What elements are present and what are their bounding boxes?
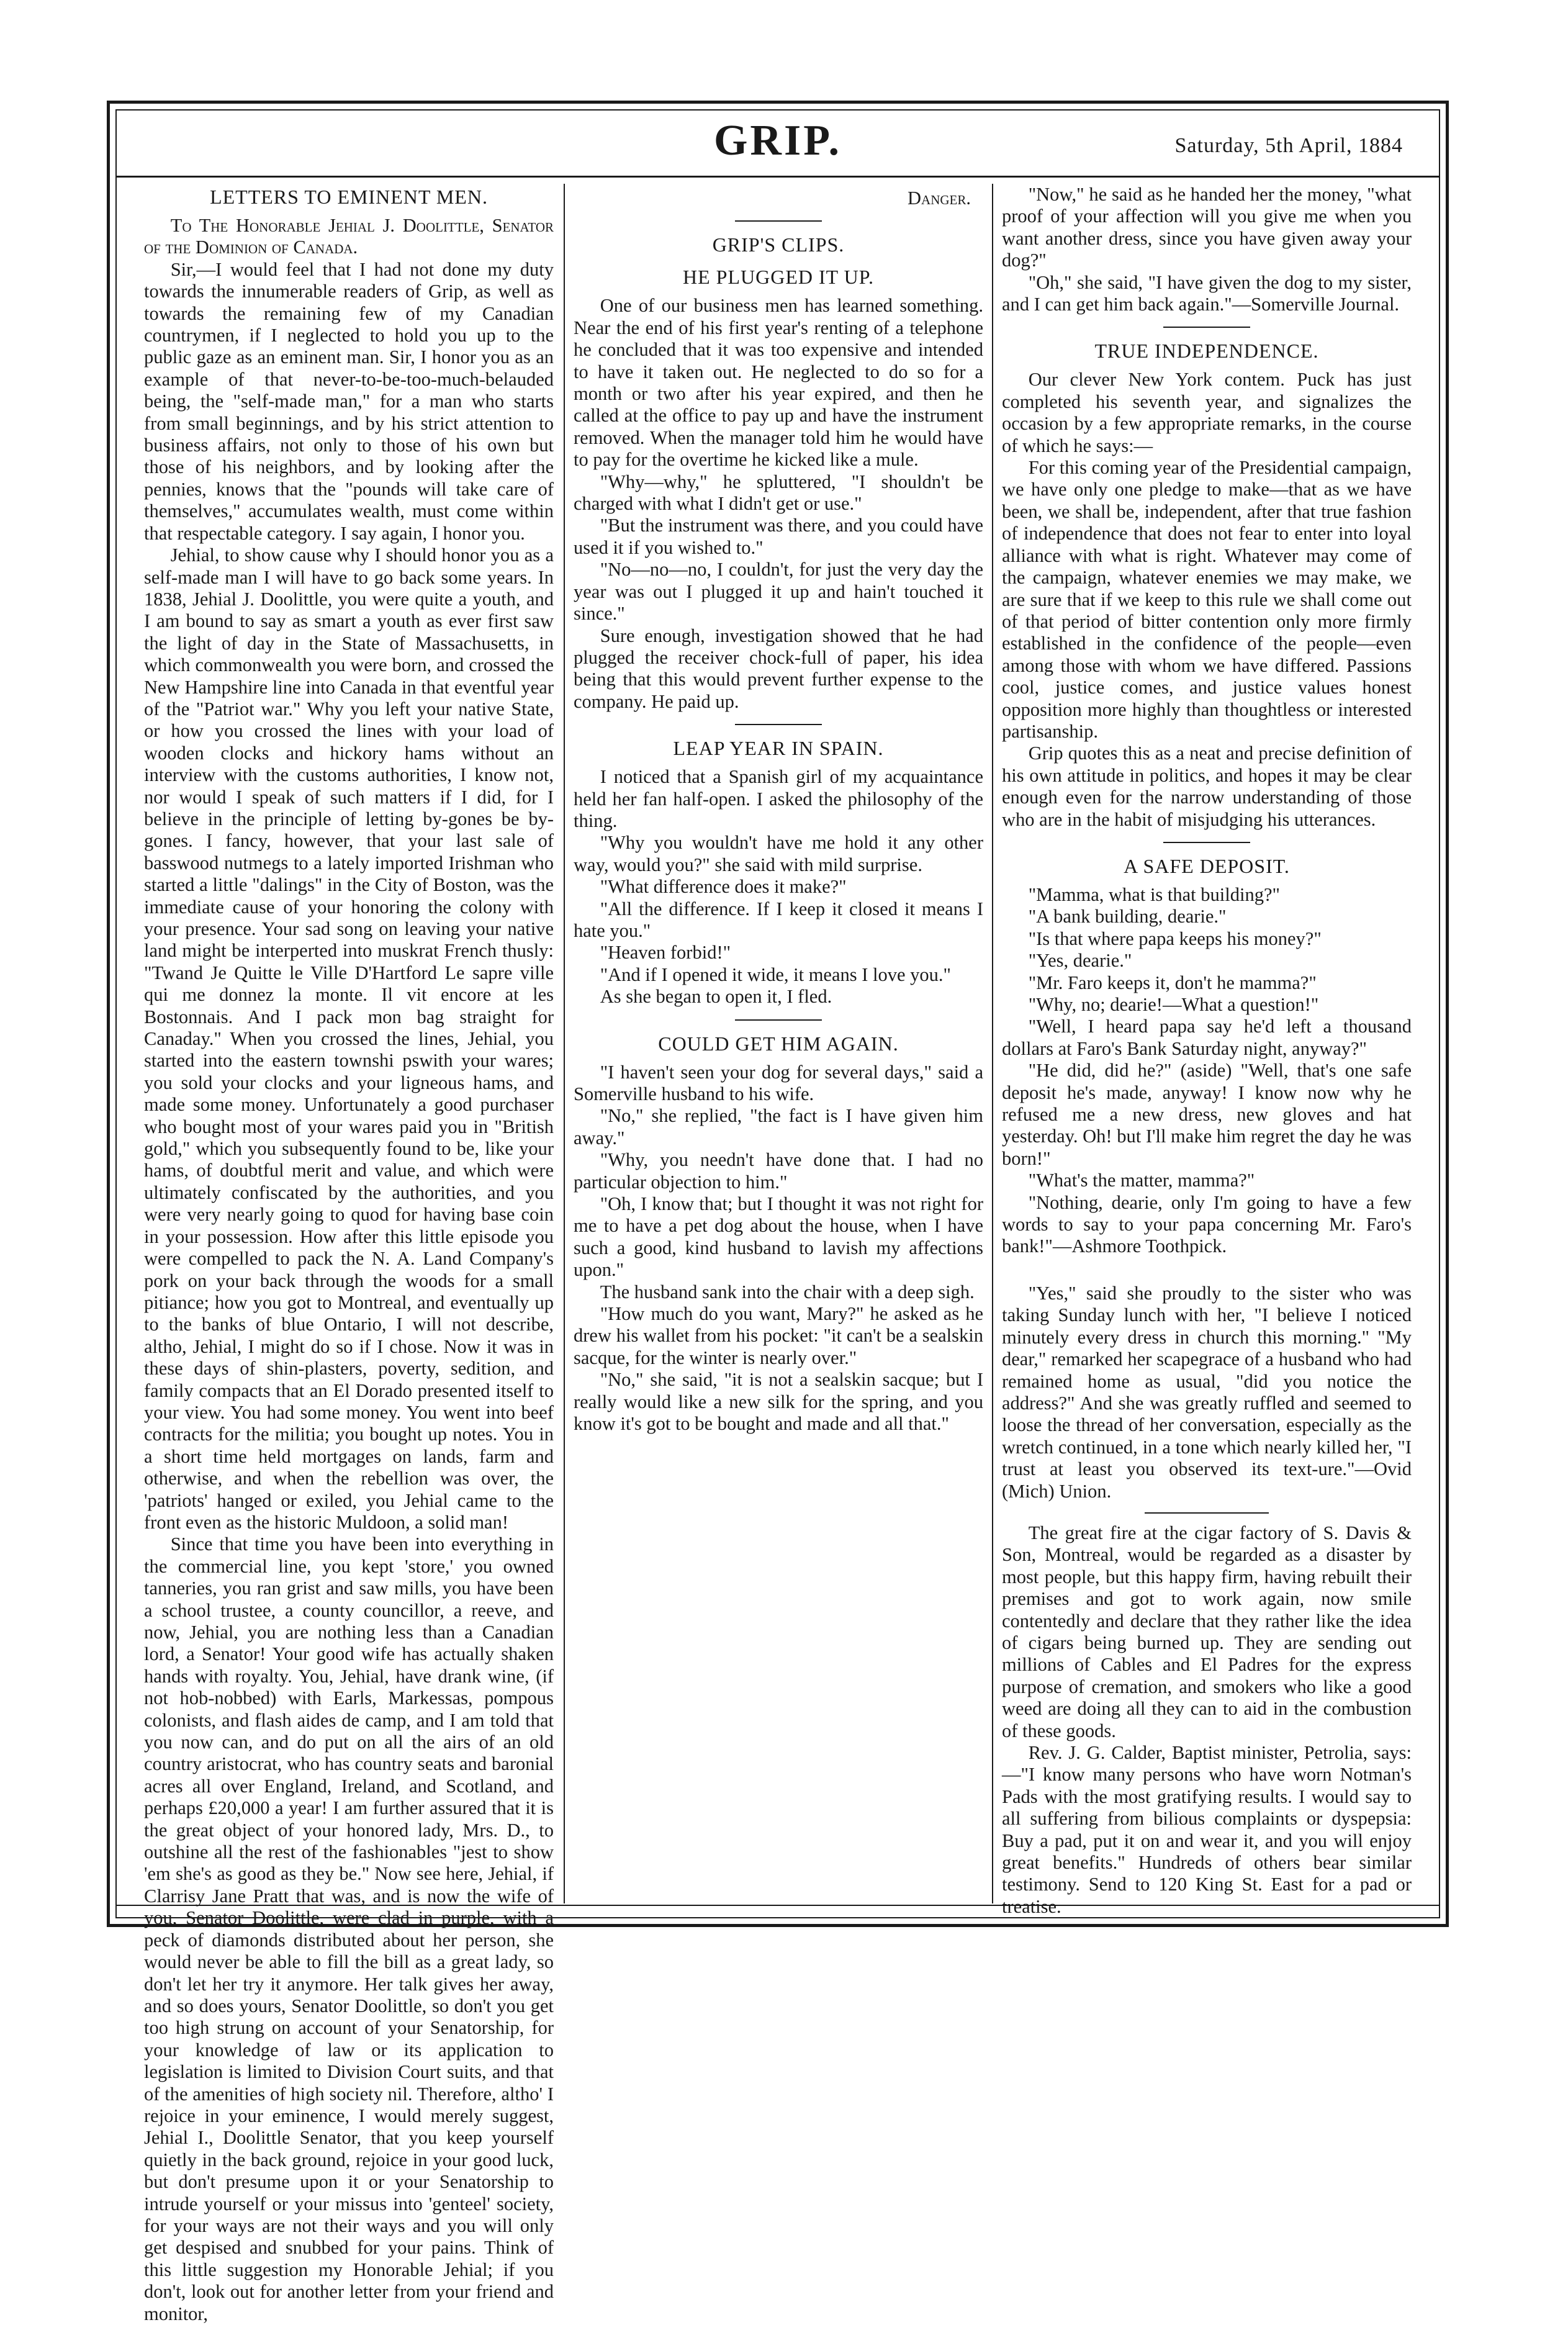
again-paragraph: "Why, you needn't have done that. I had no particular objection to him." xyxy=(574,1149,983,1193)
spacer xyxy=(1002,1258,1412,1283)
clips-title: GRIP'S CLIPS. xyxy=(712,233,845,256)
spain-paragraph: "Why you wouldn't have me hold it any other way, would you?" she said with mild surprise. xyxy=(574,832,983,875)
again-paragraph: "No," she replied, "the fact is I have given him away." xyxy=(574,1105,983,1149)
independence-paragraph: For this coming year of the Presidential campaign, we have only one pledge to make—that as we have been, we shall be, independent, after that true fashion of independence that does not fear to enter into loyal alliance with what is right. Whatever may come of the campaign, whatever enemies we may make, we are sure that if we keep to this rule we shall come out of that period of bitter contention only more firmly established in the confidence of the people—even among those with whom we have differed. Passions cool, justice comes, and justice values honest opposition more highly than thoughtless or interested partisanship. xyxy=(1002,457,1412,742)
masthead-title: GRIP. xyxy=(713,117,842,165)
plugged-paragraph: "But the instrument was there, and you could have used it if you wished to." xyxy=(574,515,983,558)
again-paragraph: "Oh, I know that; but I thought it was not right for me to have a pet dog about the house, when I have such a good, kind husband to lavish my affections upon." xyxy=(574,1193,983,1281)
again-paragraph: "How much do you want, Mary?" he asked as he drew his wallet from his pocket: "it can't be a sealskin sacque, for the winter is nearly over." xyxy=(574,1303,983,1368)
independence-title: TRUE INDEPENDENCE. xyxy=(1094,340,1319,363)
deposit-title: A SAFE DEPOSIT. xyxy=(1124,854,1290,877)
deposit-paragraph: "He did, did he?" (aside) "Well, that's one safe deposit he's made, anyway! I know now why he refused me a new dress, new gloves and hat yesterday. Oh! but I'll make him regret the day he was born!" xyxy=(1002,1060,1412,1169)
again-paragraph: "Now," he said as he handed her the money, "what proof of your affection will you give me when you want another dress, since you have given away your dog?" xyxy=(1002,184,1412,271)
letter-paragraph: Since that time you have been into everything in the commercial line, you kept 'store,' you owned tanneries, you ran grist and saw mills, you have been a school trustee, a county councillor, a reeve, and now, Jehial, you are nothing less than a Canadian lord, a Senator! Your good wife has actually shaken hands with royalty. You, Jehial, have drank wine, (if not hob-nobbed) with Earls, Markessas, pompous colonists, and flash aides de camp, and I am told that you now can, and do put on all the airs of an old country aristocrat, who has country seats and baronial acres all over England, Ireland, and Scotland, and perhaps £20,000 a year! I am further assured that it is the great object of your honored lady, Mrs. D., to outshine all the rest of the fashionables "jest to show 'em she's as good as they be." Now see here, Jehial, if Clarrisy Jane Pratt that was, and is now the wife of you, Senator Doolittle, were clad in purple, with a peck of diamonds distributed about her person, she would never be able to fill the bill as a great lady, so don't let her try it anymore. Her talk gives her away, and so does yours, Senator Doolittle, so don't you get too high strung on account of your Senatorship, for your knowledge of law or its application to legislation is limited to Division Court suits, and that of the amenities of high society nil. Therefore, altho' I rejoice in your eminence, I would merely suggest, Jehial I., Doolittle Senator, that you keep yourself quietly in the back ground, rejoice in your good luck, but don't presume upon it or your Senatorship to intrude yourself or your missus into 'genteel' society, for your ways are not their ways and you will only get despised and snubbed for your pains. Think of this little suggestion my Honorable Jehial; if you don't, look out for another letter from your friend and monitor, xyxy=(144,1533,554,2324)
column-divider-2 xyxy=(992,184,993,1903)
plugged-paragraph: "No—no—no, I couldn't, for just the very day the year was out I plugged it up and hain't touched it since." xyxy=(574,559,983,625)
column-3 xyxy=(1002,184,1412,1917)
again-paragraph: "Oh," she said, "I have given the dog to my sister, and I can get him back again."—Somerville Journal. xyxy=(1002,271,1412,315)
column-divider-1 xyxy=(564,184,565,1903)
section-rule xyxy=(735,220,822,222)
spain-paragraph: "And if I opened it wide, it means I love you." xyxy=(600,964,951,985)
spain-paragraph: "Heaven forbid!" xyxy=(600,942,731,964)
deposit-paragraph: "Yes, dearie." xyxy=(1028,950,1132,972)
deposit-paragraph: "What's the matter, mamma?" xyxy=(1028,1170,1255,1191)
issue-date: Saturday, 5th April, 1884 xyxy=(1174,134,1403,157)
letter-signature: Danger. xyxy=(908,187,971,209)
independence-paragraph: Grip quotes this as a neat and precise definition of his own attitude in politics, and hopes it may be clear enough even for the narrow understanding of those who are in the habit of misjudging his utterances. xyxy=(1002,743,1412,830)
letter-paragraph: Sir,—I would feel that I had not done my duty towards the innumerable readers of Grip, as well as towards the remaining few of my Canadian countrymen, if I neglected to hold you up to the public gaze as an eminent man. Sir, I honor you as an example of that never-to-be-too-much-belauded being, the "self-made man," for a man who starts from small beginnings, and by his strict attention to business affairs, not only to those of his own but those of his neighbors, and by looking after the pennies, knows that the "pounds will take care of themselves," accumulates wealth, must come within that respectable category. I say again, I honor you. xyxy=(144,258,554,544)
deposit-paragraph: "Well, I heard papa say he'd left a thousand dollars at Faro's Bank Saturday night, anyway?" xyxy=(1002,1016,1412,1059)
again-paragraph: The husband sank into the chair with a deep sigh. xyxy=(600,1281,975,1302)
letter-address: To The Honorable Jehial J. Doolittle, Senator of the Dominion of Canada. xyxy=(144,215,554,258)
letter-paragraph: Jehial, to show cause why I should honor you as a self-made man I will have to go back some years. In 1838, Jehial J. Doolittle, you were quite a youth, and I am bound to say as smart a youth as ever first saw the light of day in the State of Massachusetts, in which commonwealth you were born, and crossed the New Hampshire line into Canada in that eventful year of the "Patriot war." Why you left your native State, or how you crossed the lines with your load of wooden clocks and hickory hams without an interview with the customs authorities, I know not, nor would I speak of such matters if I did, for I believe in the principle of letting by-gones be by-gones. I fancy, however, that your last sale of basswood nutmegs to a lately imported Irishman who started a little "dalings" in the City of Boston, was the immediate cause of your honoring the colony with your presence. Your sad song on leaving your native land might be interperted into muskrat French thusly: "Twand Je Quitte le Ville D'Hartford Le sapre ville qui me donnez la monte. Il vit encore at les Bostonnais. And I pack mon bag straight for Canaday." When you crossed the lines, Jehial, you started into the eastern townshi pswith your wares; you sold your clocks and your ligneous hams, and made some money. Unfortunately a good purchaser who bought most of your wares paid you in "British gold," which you subsequently found to be, like your hams, of doubtful merit and value, and which were ultimately confiscated by the authorities, and you were very nearly going to quod for having base coin in your possession. How after this little episode you were compelled to pack the N. A. Land Company's pork on your back through the woods for a small pitiance; how you got to Montreal, and eventually up to the banks of blue Ontario, I will not describe, altho, Jehial, I might do so if I chose. Now it was in these days of shin-plasters, poverty, sedition, and family compacts that an El Dorado presented itself to your view. You had some money. You went into beef contracts for the militia; you bought up notes. You in a short time held mortgages on lands, farm and otherwise, and when the rebellion was over, the 'patriots' hanged or exiled, you Jehial came to the front even as the historic Muldoon, a solid man! xyxy=(144,544,554,1533)
again-title: COULD GET HIM AGAIN. xyxy=(658,1032,899,1055)
column-2 xyxy=(574,184,983,1903)
section-rule xyxy=(1163,842,1250,843)
plugged-paragraph: "Why—why," he spluttered, "I shouldn't be charged with what I didn't get or use." xyxy=(574,471,983,515)
section-rule xyxy=(1145,1512,1269,1514)
section-rule xyxy=(735,1019,822,1021)
plugged-paragraph: Sure enough, investigation showed that he had plugged the receiver chock-full of paper, his idea being that this would prevent further expense to the company. He paid up. xyxy=(574,625,983,712)
spain-paragraph: As she began to open it, I fled. xyxy=(600,986,832,1008)
plugged-paragraph: One of our business men has learned something. Near the end of his first year's renting of a telephone he concluded that it was too expensive and intended to have it taken out. He neglected to do so for a month or two after his year expired, and then he called at the office to pay up and have the instrument removed. When the manager told him he would have to pay for the overtime he kicked like a mule. xyxy=(574,295,983,471)
spain-title: LEAP YEAR IN SPAIN. xyxy=(673,737,884,760)
spain-paragraph: "What difference does it make?" xyxy=(600,876,847,898)
deposit-paragraph: "Mr. Faro keeps it, don't he mamma?" xyxy=(1028,972,1317,993)
fire-paragraph: The great fire at the cigar factory of S. Davis & Son, Montreal, would be regarded as a disaster by most people, but this happy firm, having rebuilt their premises and got to work again, now smile contentedly and declare that they rather like the idea of cigars being burned up. They are sending out millions of Cables and El Padres for the express purpose of cremation, and smokers who like a good weed are doing all they can to aid in the combustion of these goods. xyxy=(1002,1522,1412,1741)
bottom-rule xyxy=(117,1905,1439,1906)
plugged-title: HE PLUGGED IT UP. xyxy=(683,266,874,289)
page-header xyxy=(117,111,1439,178)
again-paragraph: "No," she said, "it is not a sealskin sacque; but I really would like a new silk for the spring, and you know it's got to be bought and made and all that." xyxy=(574,1369,983,1435)
spain-paragraph: "All the difference. If I keep it closed it means I hate you." xyxy=(574,898,983,941)
deposit-paragraph: "Is that where papa keeps his money?" xyxy=(1028,928,1322,949)
letter-title: LETTERS TO EMINENT MEN. xyxy=(210,186,488,208)
calder-paragraph: Rev. J. G. Calder, Baptist minister, Petrolia, says:—"I know many persons who have worn Notman's Pads with the most gratifying results. I would say to all suffering from bilious complaints or dyspepsia: Buy a pad, put it on and wear it, and you will enjoy great benefits." Hundreds of others bear similar testimony. Send to 120 King St. East for a pad or treatise. xyxy=(1002,1742,1412,1917)
section-rule xyxy=(735,724,822,725)
column-1 xyxy=(144,184,554,2324)
deposit-paragraph: "Why, no; dearie!—What a question!" xyxy=(1028,994,1319,1015)
deposit-paragraph: "Nothing, dearie, only I'm going to have a few words to say to your papa concerning Mr. Faro's bank!"—Ashmore Toothpick. xyxy=(1002,1191,1412,1257)
again-paragraph: "I haven't seen your dog for several days," said a Somerville husband to his wife. xyxy=(574,1061,983,1104)
spain-paragraph: I noticed that a Spanish girl of my acquaintance held her fan half-open. I asked the philosophy of the thing. xyxy=(574,766,983,831)
section-rule xyxy=(1163,327,1250,328)
deposit-paragraph: "A bank building, dearie." xyxy=(1028,906,1227,928)
independence-paragraph: Our clever New York contem. Puck has just completed his seventh year, and signalizes the occasion by a few appropriate remarks, in the course of which he says:— xyxy=(1002,369,1412,456)
deposit-paragraph: "Mamma, what is that building?" xyxy=(1028,883,1280,905)
sister-paragraph: "Yes," said she proudly to the sister who was taking Sunday lunch with her, "I believe I noticed minutely every dress in church this morning." "My dear," remarked her scapegrace of a husband who had remained home as usual, "did you notice the address?" And she was greatly ruffled and seemed to loose the thread of her conversation, especially as the wretch continued, in a tone which nearly killed her, "I trust at least you observed its text-ure."—Ovid (Mich) Union. xyxy=(1002,1282,1412,1502)
